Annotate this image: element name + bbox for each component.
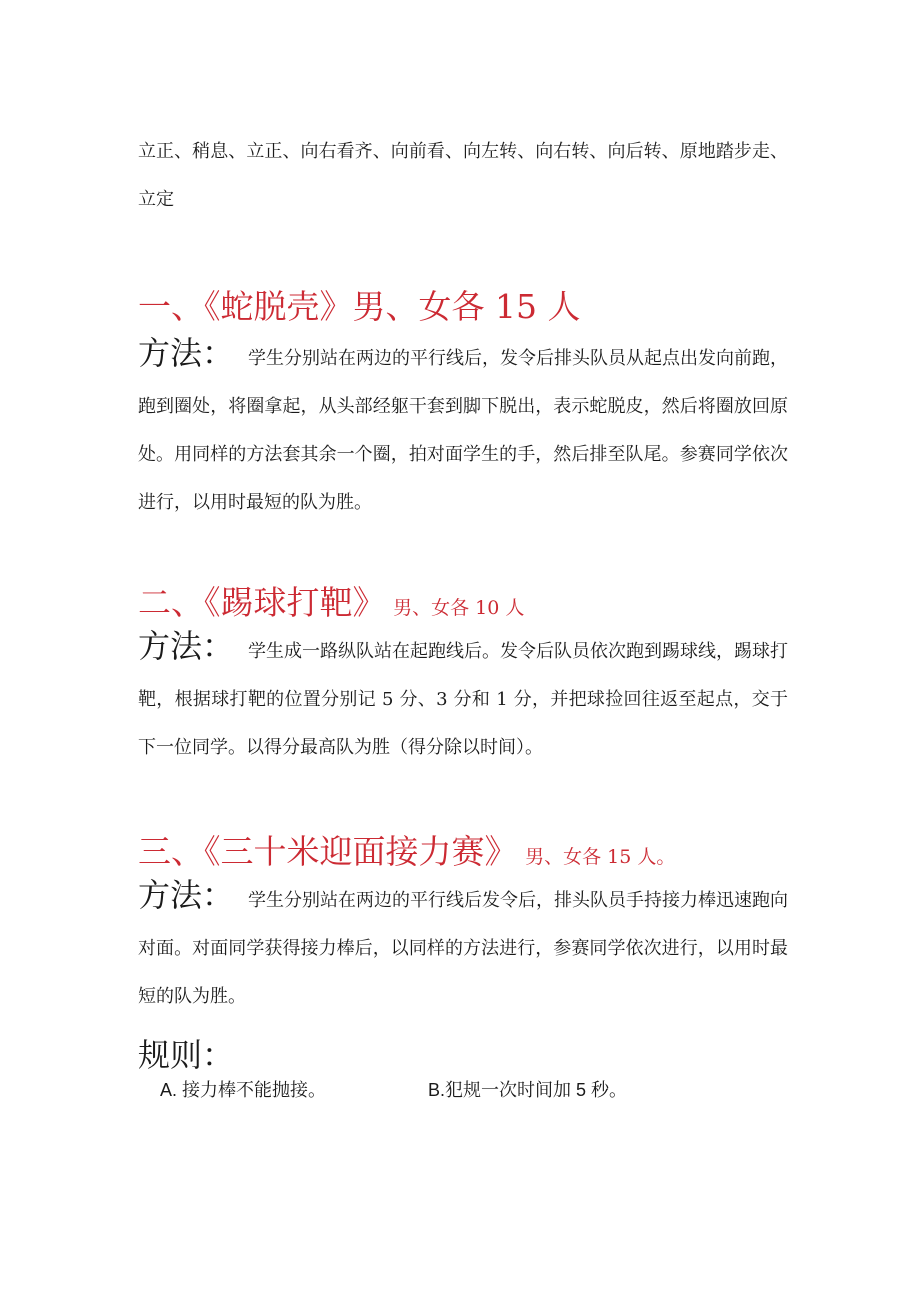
rules-label: 规则： [138,1036,235,1074]
section-3-method-label: 方法： [138,876,235,914]
section-2-people: 男、女各 10 人 [393,597,525,619]
section-2-title: 《踢球打靶》 [204,583,386,622]
section-3-number: 三、 [138,832,204,871]
section-2-number: 二、 [138,583,204,622]
section-2-method [138,622,788,772]
rule-item-b: B.犯规一次时间加 5 秒。 [428,1080,628,1100]
section-2-method-label: 方法： [138,627,235,665]
section-3-heading [138,826,675,873]
rule-item-a: A. 接力棒不能抛接。 [160,1080,327,1100]
section-1-method-text: 学生分别站在两边的平行线后，发令后排头队员从起点出发向前跑，跑到圈处，将圈拿起，从头部经躯干套到脚下脱出，表示蛇脱皮，然后将圈放回原处。用同样的方法套其余一个圈，拍对面学生的手，然后排至队尾。参赛同学依次进行，以用时最短的队为胜。 [138,348,789,513]
section-1-method-label: 方法： [138,334,235,372]
section-1-method [138,329,788,527]
section-3-title: 《三十米迎面接力赛》 [204,832,518,871]
section-1-people: 男、女各 15 人 [352,287,581,326]
section-2-method-text: 学生成一路纵队站在起跑线后。发令后队员依次跑到踢球线，踢球打靶，根据球打靶的位置分别记 5 分、3 分和 1 分，并把球捡回往返至起点，交于下一位同学。以得分最高队为胜（得分除以时间）。 [138,641,789,758]
section-1-title: 《蛇脱壳》 [204,287,353,326]
section-1-number: 一、 [138,287,204,326]
section-3-method [138,871,788,1021]
intro-paragraph: 立正、稍息、立正、向右看齐、向前看、向左转、向右转、向后转、原地踏步走、立定 [138,141,788,210]
section-1-heading [138,281,580,328]
section-3-method-text: 学生分别站在两边的平行线后发令后，排头队员手持接力棒迅速跑向对面。对面同学获得接力棒后，以同样的方法进行，参赛同学依次进行，以用时最短的队为胜。 [138,890,789,1007]
section-3-people: 男、女各 15 人。 [525,846,676,868]
section-2-heading [138,577,524,624]
